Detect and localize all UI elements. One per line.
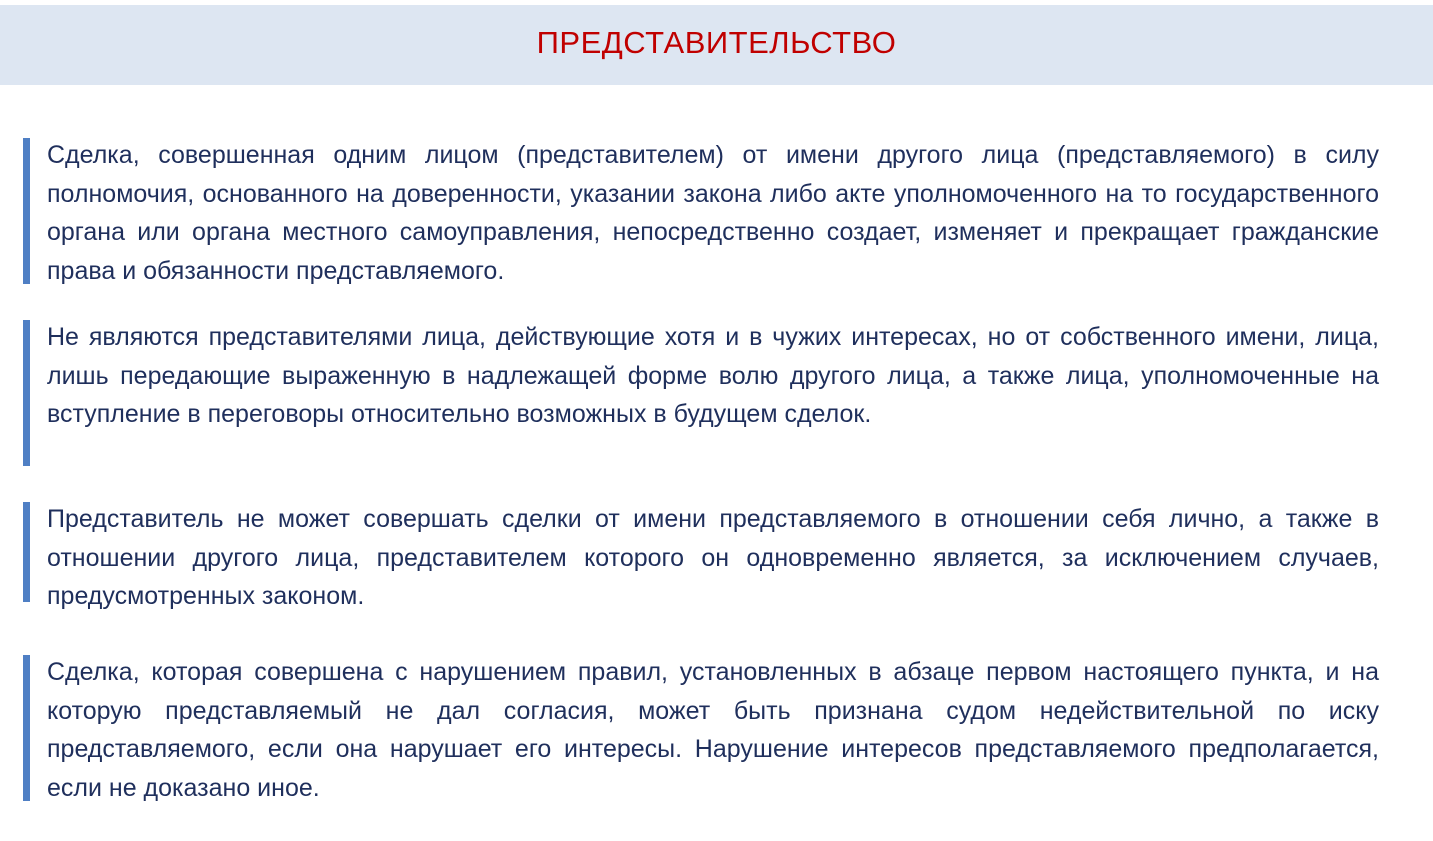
paragraph-text: Сделка, совершенная одним лицом (представителем) от имени другого лица (представляемого) в силу полномочия, основанного на доверенности, указании закона либо акте уполномоченного на то государственного органа или органа местного самоуправления, непосредственно создает, изменяет и прекращает гражданские права и обязанности представляемого. xyxy=(47,141,1379,285)
accent-bar xyxy=(23,502,30,602)
paragraph-text: Сделка, которая совершена с нарушением правил, установленных в абзаце первом настоящего пункта, и на которую представляемый не дал согласия, может быть признана судом недействительной по иску представляемого, если она нарушает его интересы. Нарушение интересов представляемого предполагается, если не доказано иное. xyxy=(47,658,1379,802)
text-block-2 xyxy=(23,318,1379,468)
title-banner xyxy=(0,5,1433,85)
text-block-3 xyxy=(23,500,1379,610)
text-block-4 xyxy=(23,653,1379,803)
text-block-1 xyxy=(23,136,1379,286)
accent-bar xyxy=(23,138,30,284)
paragraph-text: Не являются представителями лица, действующие хотя и в чужих интересах, но от собственного имени, лица, лишь передающие выраженную в надлежащей форме волю другого лица, а также лица, уполномоченные на вступление в переговоры относительно возможных в будущем сделок. xyxy=(47,323,1379,428)
accent-bar xyxy=(23,320,30,466)
accent-bar xyxy=(23,655,30,801)
page-title: ПРЕДСТАВИТЕЛЬСТВО xyxy=(536,25,897,60)
paragraph-text: Представитель не может совершать сделки от имени представляемого в отношении себя лично, а также в отношении другого лица, представителем которого он одновременно является, за исключением случаев, предусмотренных законом. xyxy=(47,505,1379,610)
